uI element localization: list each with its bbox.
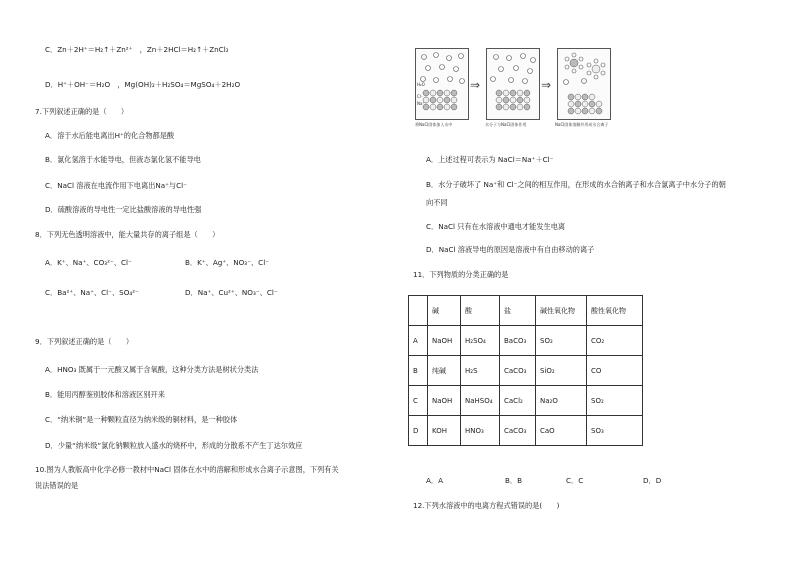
- q8-stem: 8．下列无色透明溶液中，能大量共存的离子组是（ ）: [35, 230, 220, 239]
- figure-caption-3: NaCl固体溶解并形成水合离子: [555, 122, 609, 127]
- figure-arrow-2: ⇒: [541, 78, 552, 92]
- q11-option-d: D．D: [643, 476, 662, 485]
- table-header-cell: [409, 296, 428, 326]
- q7-stem: 7.下列叙述正确的是（ ）: [35, 107, 129, 116]
- table-cell: CO: [587, 356, 643, 386]
- label-h2o: H₂O: [417, 82, 425, 87]
- q8-option-a: A．K⁺、Na⁺、CO₃²⁻、Cl⁻: [45, 258, 132, 267]
- table-header-cell: 盐: [500, 296, 536, 326]
- table-cell: CaCl₂: [500, 386, 536, 416]
- q7-option-b: B．氯化氢溶于水能导电，但液态氯化氢不能导电: [45, 155, 201, 164]
- table-cell: KOH: [428, 416, 461, 446]
- nacl-dissolution-figure: [415, 48, 613, 140]
- q7-option-a: A．溶于水后能电离出H⁺的化合物都是酸: [45, 131, 175, 140]
- table-cell: H₂SO₄: [461, 326, 500, 356]
- q10-option-d: D．NaCl 溶液导电的原因是溶液中有自由移动的离子: [426, 245, 595, 254]
- table-cell: 纯碱: [428, 356, 461, 386]
- q11-option-c: C．C: [566, 476, 584, 485]
- q9-option-b: B．能用丙醇鉴别胶体和溶液区别开来: [45, 390, 165, 399]
- q9-stem: 9．下列叙述正确的是（ ）: [35, 337, 134, 346]
- table-cell: Na₂O: [536, 386, 587, 416]
- q10-stem-line1: 10.图为人教版高中化学必修一教材中NaCl 固体在水中的溶解和形成水合离子示意图，下列有关: [35, 465, 339, 474]
- table-cell: CO₂: [587, 326, 643, 356]
- q9-option-c: C．“纳米铜”是一种颗粒直径为纳米级的铜材料，是一种胶体: [45, 415, 238, 424]
- table-cell: BaCO₃: [500, 326, 536, 356]
- q10-option-a: A．上述过程可表示为 NaCl＝Na⁺＋Cl⁻: [426, 155, 554, 164]
- q8-option-c: C．Ba²⁺、Na⁺、Cl⁻、SO₄²⁻: [45, 288, 139, 297]
- figure-caption-2: 水分子与NaCl固体作用: [485, 122, 527, 127]
- panel-1-drawing: [416, 49, 468, 119]
- table-header-row: [409, 296, 643, 326]
- q10-option-b-line2: 向不同: [426, 198, 448, 207]
- table-header-cell: 碱性氧化物: [536, 296, 587, 326]
- figure-panel-2: [486, 48, 540, 120]
- table-row: [409, 326, 643, 356]
- table-cell: SO₂: [536, 326, 587, 356]
- figure-caption-1: 将NaCl固体加入水中: [415, 122, 453, 127]
- q9-option-d: D．少量“纳米级”氯化钠颗粒放入盛水的烧杯中，形成的分散系不产生丁达尔效应: [45, 441, 303, 450]
- table-cell: CaCO₃: [500, 356, 536, 386]
- q6-option-c: C．Zn＋2H⁺＝H₂↑＋Zn²⁺ ，Zn＋2HCl＝H₂↑＋ZnCl₂: [45, 45, 229, 54]
- q10-option-c: C．NaCl 只有在水溶液中通电才能发生电离: [426, 222, 566, 231]
- table-cell: D: [409, 416, 428, 446]
- panel-3-drawing: [558, 49, 610, 119]
- table-cell: B: [409, 356, 428, 386]
- table-cell: H₂S: [461, 356, 500, 386]
- table-cell: A: [409, 326, 428, 356]
- classification-table: [408, 295, 643, 446]
- figure-panel-3: [557, 48, 611, 120]
- label-cl: Cl⁻: [417, 94, 424, 99]
- table-cell: CaCO₃: [500, 416, 536, 446]
- table-header-cell: 酸: [461, 296, 500, 326]
- q11-option-b: B．B: [505, 476, 523, 485]
- q11-option-a: A．A: [426, 476, 444, 485]
- table-cell: C: [409, 386, 428, 416]
- figure-arrow-1: ⇒: [470, 78, 481, 92]
- q8-option-d: D．Na⁺、Cu²⁺、NO₃⁻、Cl⁻: [185, 288, 278, 297]
- q10-stem-line2: 说法错误的是: [35, 481, 79, 490]
- q7-option-c: C．NaCl 溶液在电流作用下电离出Na⁺与Cl⁻: [45, 181, 187, 190]
- table-cell: NaOH: [428, 326, 461, 356]
- q10-option-b-line1: B．水分子破坏了 Na⁺和 Cl⁻之间的相互作用，在形成的水合钠离子和水合氯离子中水分子的朝: [426, 180, 726, 189]
- table-row: [409, 386, 643, 416]
- q9-option-a: A．HNO₃ 既属于一元酸又属于含氧酸，这种分类方法是树状分类法: [45, 365, 259, 374]
- table-cell: HNO₃: [461, 416, 500, 446]
- table-cell: SiO₂: [536, 356, 587, 386]
- table-cell: SO₂: [587, 386, 643, 416]
- table-cell: NaHSO₄: [461, 386, 500, 416]
- table-cell: CaO: [536, 416, 587, 446]
- table-cell: NaOH: [428, 386, 461, 416]
- table-header-cell: 酸性氧化物: [587, 296, 643, 326]
- table-cell: SO₃: [587, 416, 643, 446]
- label-na: Na⁺: [417, 101, 425, 106]
- figure-panel-1: [415, 48, 469, 120]
- q11-stem: 11．下列物质的分类正确的是: [413, 270, 509, 279]
- q7-option-d: D．硫酸溶液的导电性一定比盐酸溶液的导电性强: [45, 205, 202, 214]
- table-row: [409, 356, 643, 386]
- q12-stem: 12.下列水溶液中的电离方程式错误的是( ): [413, 501, 560, 510]
- q6-option-d: D．H⁺＋OH⁻＝H₂O ，Mg(OH)₂＋H₂SO₄＝MgSO₄＋2H₂O: [45, 80, 241, 89]
- table-header-cell: 碱: [428, 296, 461, 326]
- q8-option-b: B．K⁺、Ag⁺、NO₃⁻、Cl⁻: [185, 258, 269, 267]
- panel-2-drawing: [487, 49, 539, 119]
- table-row: [409, 416, 643, 446]
